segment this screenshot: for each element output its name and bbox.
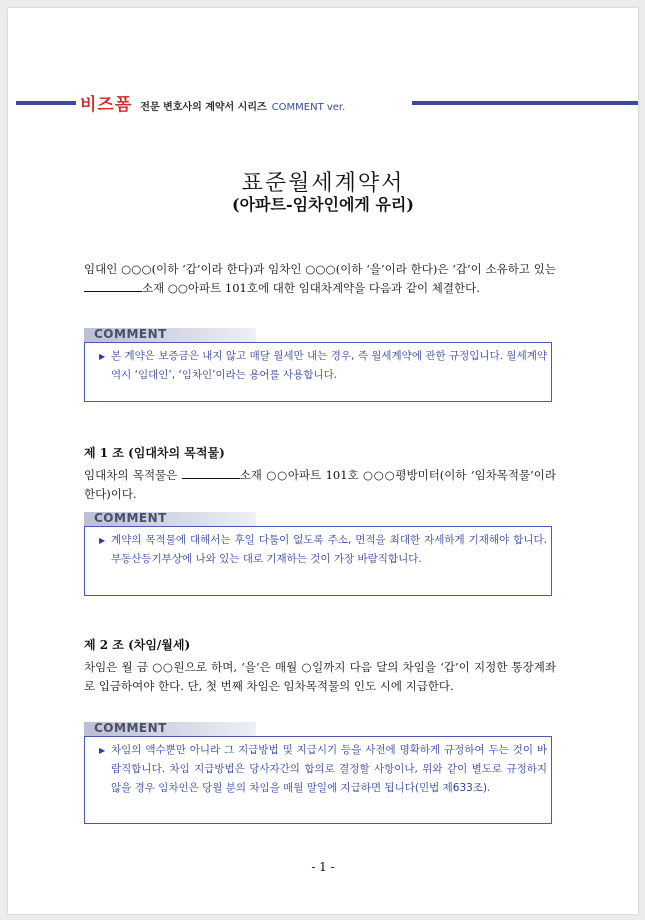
article-1-body xyxy=(84,466,556,504)
comment-text xyxy=(99,531,547,569)
comment-2-text: 계약의 목적물에 대해서는 후일 다툼이 없도록 주소, 면적을 최대한 자세하게 기재해야 합니다. 부동산등기부상에 나와 있는 대로 기재하는 것이 가장 바람직합니다. xyxy=(111,534,547,565)
document-page xyxy=(8,8,638,914)
document-title: 표준월세계약서 xyxy=(241,171,405,196)
triangle-bullet-icon: ▶ xyxy=(99,536,106,545)
article-2-heading: 제 2 조 (차임/월세) xyxy=(84,638,191,652)
article-1-text-1: 임대차의 목적물은 xyxy=(84,468,182,482)
article-2-body: 차임은 월 금 ○○원으로 하며, ‘을’은 매월 ○일까지 다음 달의 차임을 ‘갑’이 지정한 통장계좌로 입금하여야 한다. 단, 첫 번째 차임은 임차목적물의 인도 시에 지급한다. xyxy=(84,660,556,693)
header-rule-right xyxy=(412,101,638,105)
article-1-heading: 제 1 조 (임대차의 목적물) xyxy=(84,446,225,460)
series-title: 전문 변호사의 계약서 시리즈 xyxy=(140,102,267,113)
intro-text-2: 소재 ○○아파트 101호에 대한 임대차계약을 다음과 같이 체결한다. xyxy=(142,281,480,295)
article-1-blank xyxy=(182,466,240,479)
comment-label: COMMENT xyxy=(94,511,167,525)
triangle-bullet-icon: ▶ xyxy=(99,746,106,755)
series-header xyxy=(80,90,346,115)
comment-label: COMMENT xyxy=(94,721,167,735)
series-version: COMMENT ver. xyxy=(271,102,346,113)
comment-label: COMMENT xyxy=(94,327,167,341)
comment-text xyxy=(99,347,547,385)
comment-1-text: 본 계약은 보증금은 내지 않고 매달 월세만 내는 경우, 즉 월세계약에 관한 규정입니다. 월세계약 역시 ‘임대인’, ‘임차인’이라는 용어를 사용합니다. xyxy=(111,350,547,381)
comment-3-text: 차임의 액수뿐만 아니라 그 지급방법 및 지급시기 등을 사전에 명확하게 규정하여 두는 것이 바람직합니다. 차임 지급방법은 당사자간의 합의로 결정할 사항이나, 위와 같이 별도로 규정하지 않을 경우 임차인은 당월 분의 차임을 매월 말일에 지급하면 됩니다(민법 제633조). xyxy=(111,744,547,794)
document-subtitle: (아파트-임차인에게 유리) xyxy=(232,195,414,214)
address-blank xyxy=(84,279,142,292)
page-number: - 1 - xyxy=(311,860,335,874)
brand-logo: 비즈폼 xyxy=(80,95,133,115)
comment-box xyxy=(84,526,552,596)
intro-text-1: 임대인 ○○○(이하 ‘갑’이라 한다)과 임차인 ○○○(이하 ‘을’이라 한다)은 ‘갑’이 소유하고 있는 xyxy=(84,262,556,276)
comment-box xyxy=(84,736,552,824)
article-1-text-2: 소재 ○○아파트 101호 ○○○평방미터(이하 ‘임차목적물’이라 한다)이다. xyxy=(84,468,556,501)
header-rule-left xyxy=(16,101,76,105)
triangle-bullet-icon: ▶ xyxy=(99,352,106,361)
intro-paragraph xyxy=(84,260,556,298)
comment-text xyxy=(99,741,547,798)
comment-box xyxy=(84,342,552,402)
